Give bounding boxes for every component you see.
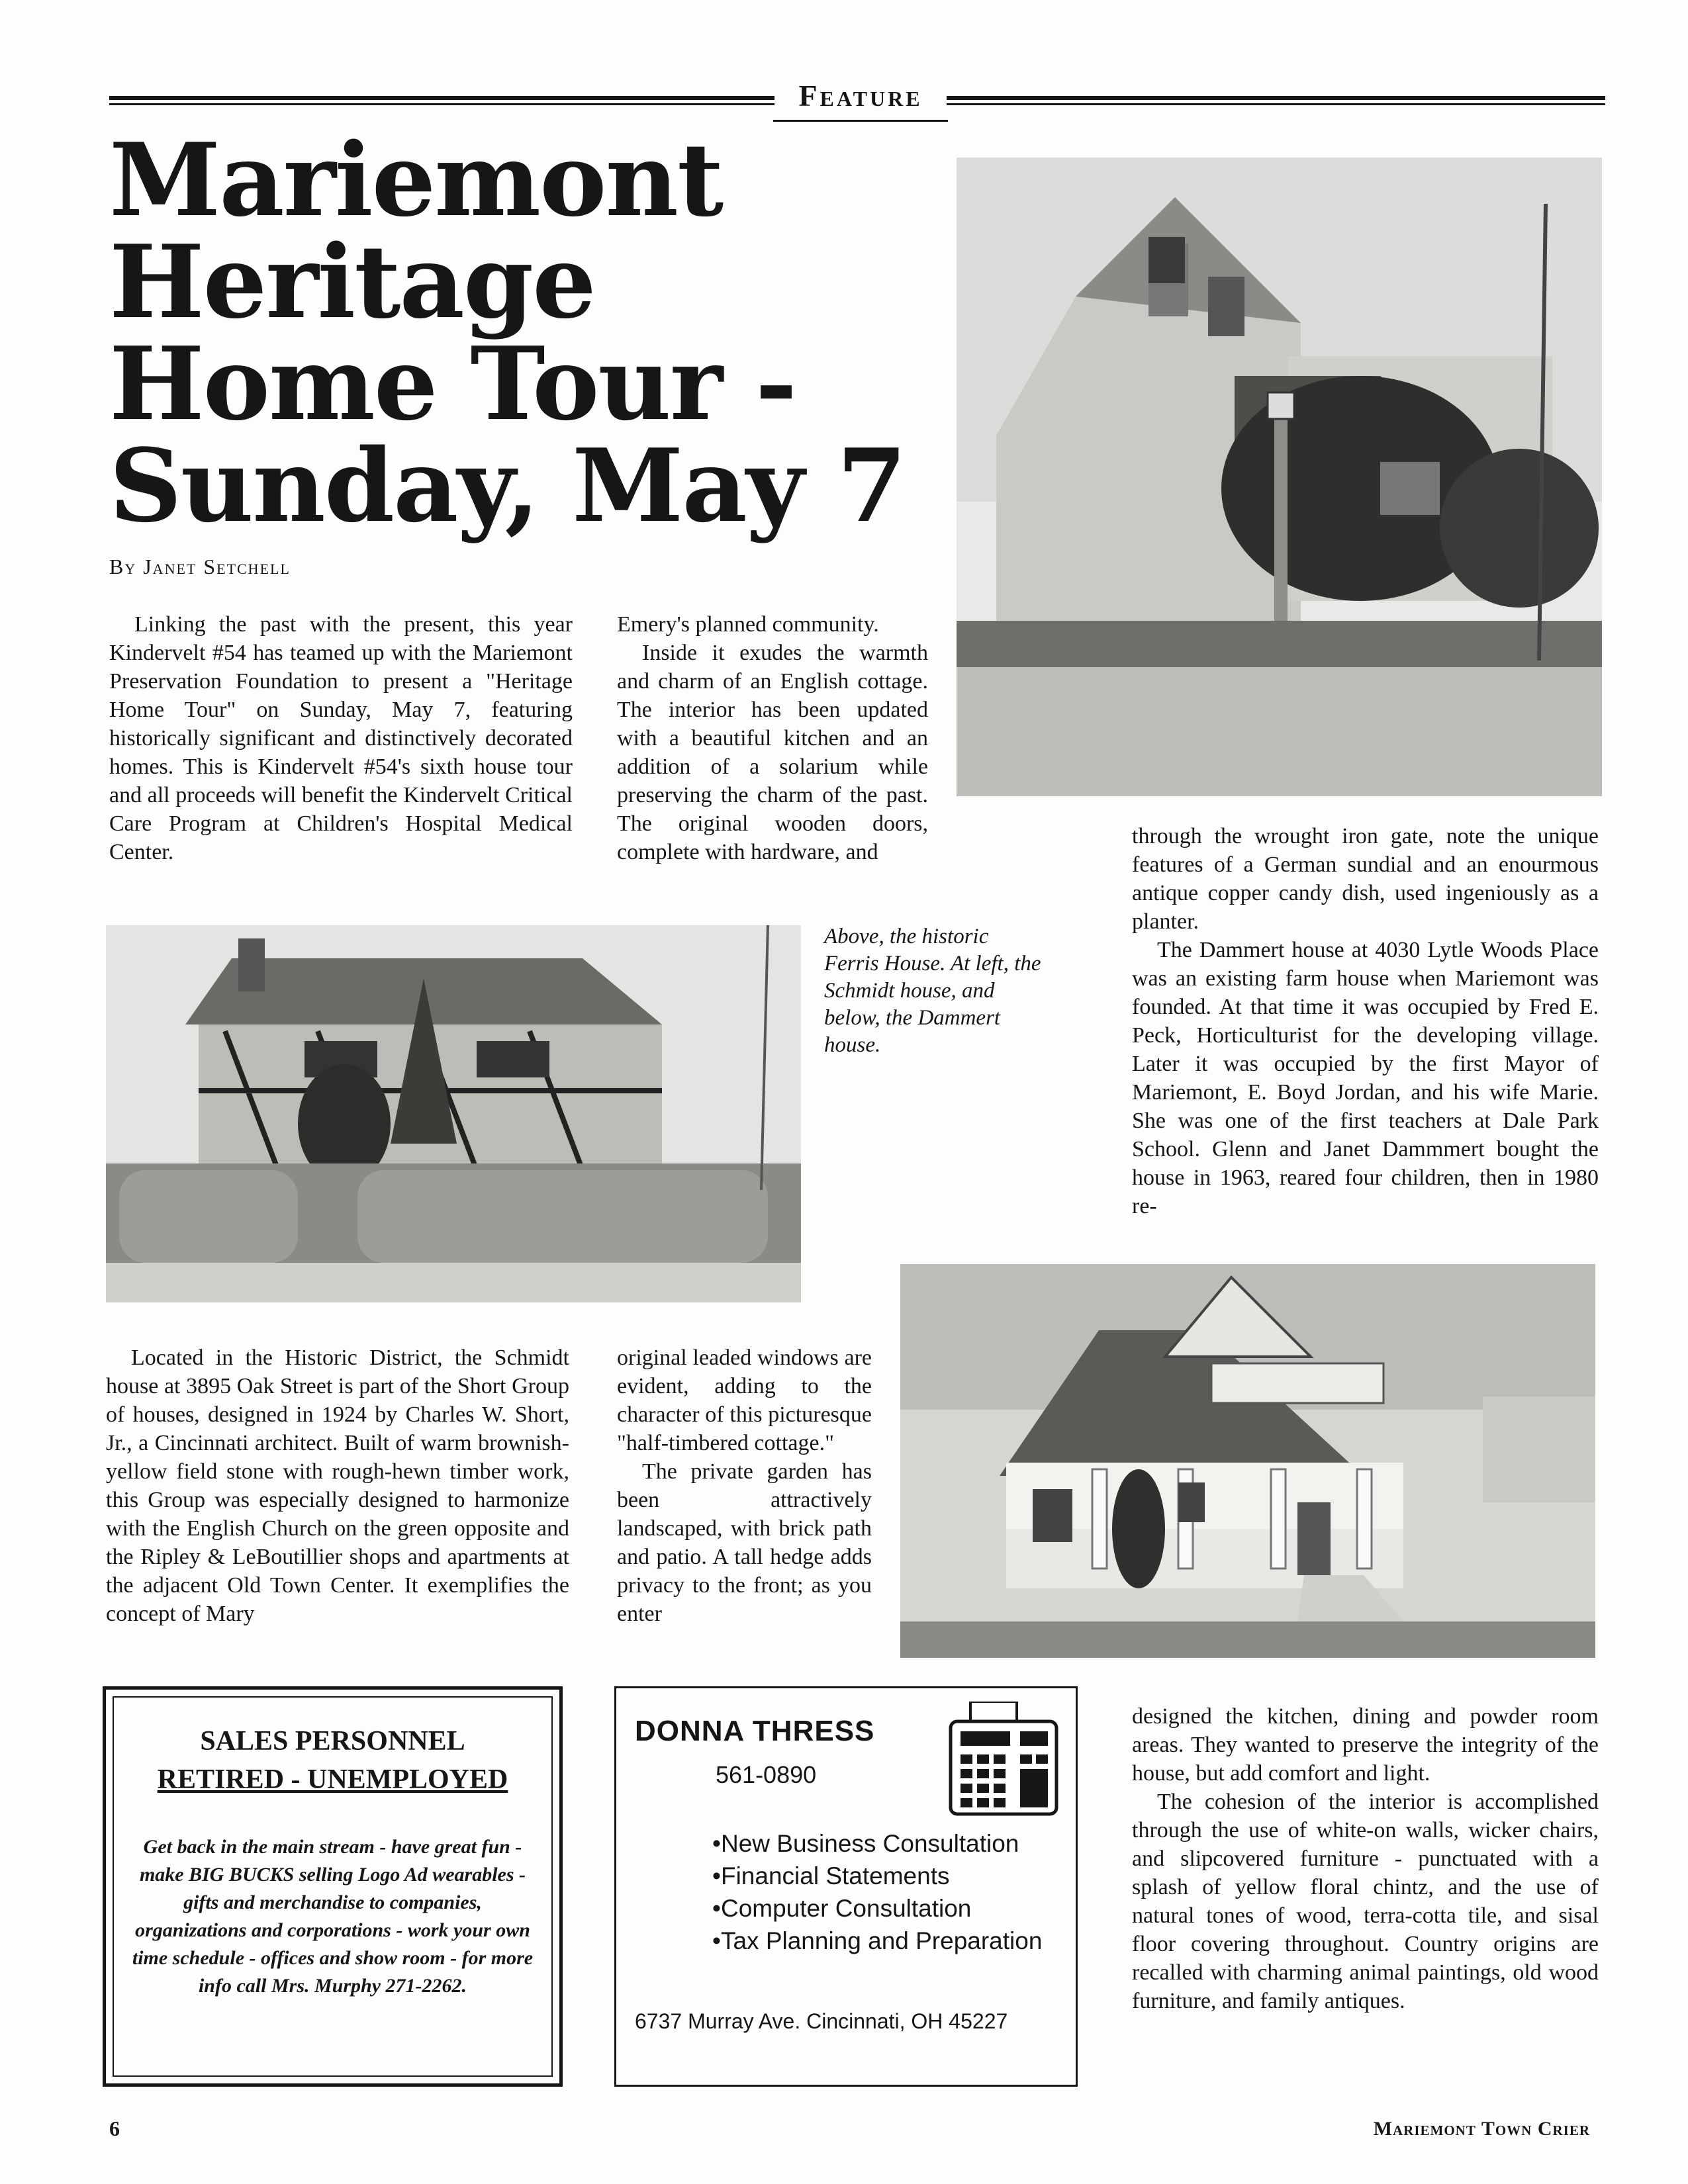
paragraph: designed the kitchen, dining and powder room areas. They wanted to preserve the integrity of the house, but add comfort and light. [1132, 1704, 1599, 1786]
ad-headline-1: SALES PERSONNEL [200, 1726, 465, 1756]
paragraph: original leaded windows are evident, adding to the character of this picturesque "half-timbered cottage." [617, 1345, 872, 1455]
paragraph: The cohesion of the interior is accomplished through the use of white-on walls, wicker chairs, and slipcovered furniture - punctuated with a splash of yellow floral chintz, and the use of natural tones of wood, terra-cotta tile, and sisal floor covering throughout. Country origins are recalled with charming animal paintings, old wood furniture, and family antiques. [1132, 1790, 1599, 2013]
article-col-5 [617, 1343, 872, 1628]
ad-donna-thress [614, 1686, 1078, 2087]
photo-ferris-house [957, 158, 1602, 796]
list-item: • Computer Consultation [712, 1892, 1042, 1925]
header-rule-left [109, 96, 774, 105]
publication-name: Mariemont Town Crier [1373, 2118, 1590, 2140]
ad-business-name: DONNA THRESS [635, 1715, 875, 1747]
paragraph: through the wrought iron gate, note the unique features of a German sundial and an enourmous antique copper candy dish, used ingeniously as a planter. [1132, 824, 1599, 934]
section-underline [773, 120, 948, 122]
ad-phone: 561-0890 [716, 1761, 817, 1788]
ad-sales-personnel [103, 1686, 563, 2087]
ad-body: Get back in the main stream - have great fun - make BIG BUCKS selling Logo Ad wearables - gifts and merchandise to companies, organizations and corporations - work your own time schedule - offices and show room - for more info call Mrs. Murphy 271-2262. [132, 1836, 534, 1997]
ad-border [113, 1696, 553, 2077]
paragraph: The Dammert house at 4030 Lytle Woods Place was an existing farm house when Mariemont was founded. At that time it was occupied by Fred E. Peck, Horticulturist for the developing village. Later it was occupied by the first Mayor of Mariemont, E. Boyd Jordan, and his wife Marie. She was one of the first teachers at Dale Park School. Glenn and Janet Dammmert bought the house in 1963, reared four children, then in 1980 re- [1132, 938, 1599, 1218]
list-item: • Financial Statements [712, 1860, 1042, 1892]
list-item: • New Business Consultation [712, 1827, 1042, 1860]
paragraph: Inside it exudes the warmth and charm of an English cottage. The interior has been updated with a beautiful kitchen and an addition of a solarium while preserving the charm of the past. The original wooden doors, complete with hardware, and [617, 641, 928, 864]
headline-line-3: Home Tour - [109, 324, 796, 443]
headline-line-1: Mariemont [109, 120, 723, 239]
calculator-icon [947, 1702, 1060, 1817]
paragraph: Emery's planned community. [617, 612, 879, 637]
article-col-4 [106, 1343, 569, 1628]
article-col-2 [617, 610, 928, 866]
byline: By Janet Setchell [109, 555, 291, 578]
photo-caption: Above, the historic Ferris House. At left, the Schmidt house, and below, the Dammert house. [824, 925, 1041, 1057]
paragraph: Located in the Historic District, the Schmidt house at 3895 Oak Street is part of the Short Group of houses, designed in 1924 by Charles W. Short, Jr., a Cincinnati architect. Built of warm brownish-yellow field stone with rough-hewn timber work, this Group was especially designed to harmonize with the English Church on the green opposite and the Ripley & LeBoutillier shops and apartments at the adjacent Old Town Center. It exemplifies the concept of Mary [106, 1345, 569, 1626]
section-label: Feature [798, 79, 923, 113]
headline-line-2: Heritage [109, 222, 595, 341]
page-number: 6 [109, 2116, 120, 2140]
photo-schmidt-house [106, 925, 801, 1302]
header-rule-right [947, 96, 1605, 105]
headline [109, 120, 950, 545]
list-item: • Tax Planning and Preparation [712, 1925, 1042, 1957]
photo-dammert-house [900, 1264, 1595, 1658]
paragraph: The private garden has been attractively landscaped, with brick path and patio. A tall hedge adds privacy to the front; as you enter [617, 1459, 872, 1626]
paragraph: Linking the past with the present, this year Kindervelt #54 has teamed up with the Mariemont Preservation Foundation to present a "Heritage Home Tour" on Sunday, May 7, featuring historically significant and distinctively decorated homes. This is Kindervelt #54's sixth house tour and all proceeds will benefit the Kindervelt Critical Care Program at Children's Hospital Medical Center. [109, 612, 573, 864]
article-col-1 [109, 610, 573, 866]
ad-services-list [712, 1827, 1042, 1957]
article-col-3 [1132, 822, 1599, 1220]
ad-address: 6737 Murray Ave. Cincinnati, OH 45227 [635, 2009, 1008, 2033]
headline-line-4: Sunday, May 7 [109, 426, 906, 545]
ad-headline-2: RETIRED - UNEMPLOYED [157, 1764, 508, 1795]
article-col-6 [1132, 1702, 1599, 2015]
